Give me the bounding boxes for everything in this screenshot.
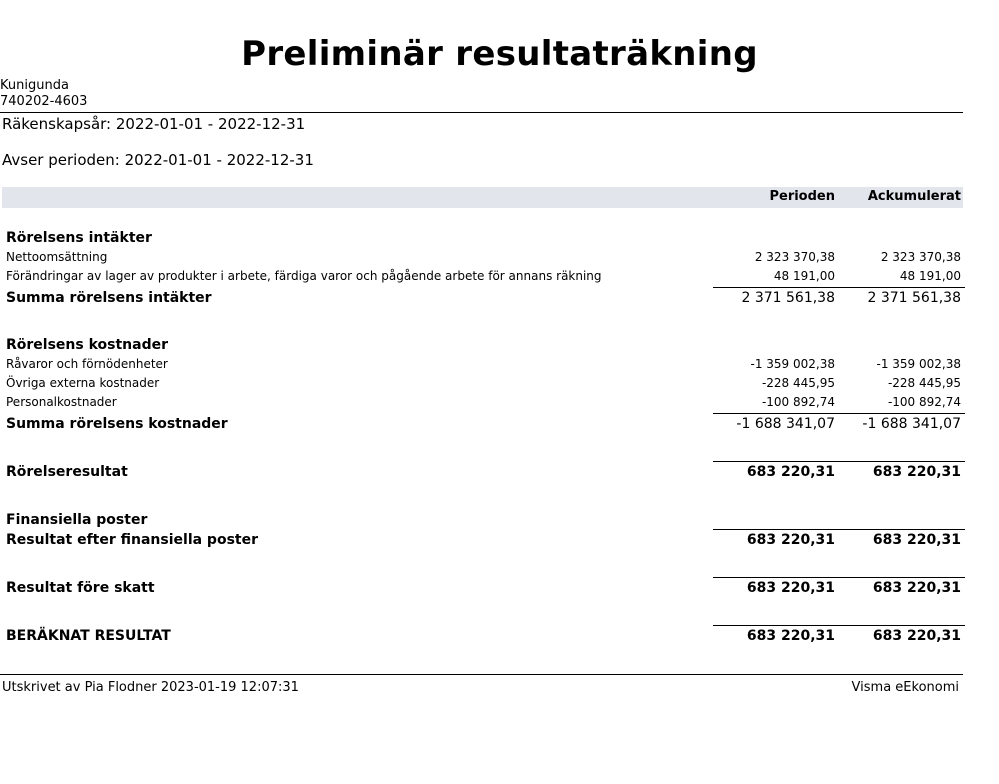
sum-line bbox=[713, 287, 965, 288]
sum-period-value: 683 220,31 bbox=[746, 464, 835, 480]
row-label: Personalkostnader bbox=[6, 395, 117, 409]
row-accumulated-value: -1 359 002,38 bbox=[876, 357, 961, 371]
table-row bbox=[0, 357, 999, 375]
report-period: Avser perioden: 2022-01-01 - 2022-12-31 bbox=[2, 151, 314, 169]
section-heading: Finansiella poster bbox=[6, 512, 148, 528]
column-accumulated: Ackumulerat bbox=[867, 189, 961, 204]
income-sum-row bbox=[0, 290, 999, 308]
sum-label: Summa rörelsens kostnader bbox=[6, 416, 228, 432]
financial-result-row bbox=[0, 532, 999, 550]
sum-accumulated-value: 683 220,31 bbox=[872, 628, 961, 644]
sum-line bbox=[713, 577, 965, 578]
row-accumulated-value: 2 323 370,38 bbox=[880, 250, 961, 264]
operating-result-row bbox=[0, 464, 999, 482]
sum-label: Rörelseresultat bbox=[6, 464, 128, 480]
row-label: Förändringar av lager av produkter i arbete, färdiga varor och pågående arbete för annans räkning bbox=[6, 269, 602, 283]
table-row bbox=[0, 395, 999, 413]
sum-label: Summa rörelsens intäkter bbox=[6, 290, 212, 306]
header-divider bbox=[0, 112, 963, 113]
sum-line bbox=[713, 461, 965, 462]
table-row bbox=[0, 250, 999, 268]
sum-label: Resultat efter finansiella poster bbox=[6, 532, 258, 548]
sum-line bbox=[713, 413, 965, 414]
row-label: Övriga externa kostnader bbox=[6, 376, 160, 390]
sum-period-value: -1 688 341,07 bbox=[736, 416, 835, 432]
row-label: Råvaror och förnödenheter bbox=[6, 357, 168, 371]
company-info bbox=[0, 78, 87, 110]
footer-divider bbox=[0, 674, 963, 675]
section-heading: Rörelsens kostnader bbox=[6, 337, 169, 353]
sum-line bbox=[713, 625, 965, 626]
row-accumulated-value: -100 892,74 bbox=[887, 395, 961, 409]
report-title: Preliminär resultaträkning bbox=[241, 34, 758, 74]
before-tax-row bbox=[0, 580, 999, 598]
row-period-value: 2 323 370,38 bbox=[754, 250, 835, 264]
sum-accumulated-value: 683 220,31 bbox=[872, 580, 961, 596]
row-period-value: -1 359 002,38 bbox=[750, 357, 835, 371]
row-label: Nettoomsättning bbox=[6, 250, 108, 264]
printed-by: Utskrivet av Pia Flodner 2023-01-19 12:07:31 bbox=[2, 680, 299, 695]
sum-label: BERÄKNAT RESULTAT bbox=[6, 628, 171, 644]
column-header bbox=[2, 187, 963, 208]
sum-period-value: 683 220,31 bbox=[746, 628, 835, 644]
org-number: 740202-4603 bbox=[0, 94, 88, 109]
row-period-value: 48 191,00 bbox=[773, 269, 835, 283]
costs-heading bbox=[0, 337, 999, 355]
sum-period-value: 683 220,31 bbox=[746, 532, 835, 548]
income-heading bbox=[0, 230, 999, 248]
row-period-value: -100 892,74 bbox=[761, 395, 835, 409]
software-name: Visma eEkonomi bbox=[851, 680, 959, 695]
computed-result-row bbox=[0, 628, 999, 646]
row-accumulated-value: -228 445,95 bbox=[887, 376, 961, 390]
company-name: Kunigunda bbox=[0, 78, 69, 93]
sum-line bbox=[713, 529, 965, 530]
sum-period-value: 2 371 561,38 bbox=[741, 290, 835, 306]
fiscal-year: Räkenskapsår: 2022-01-01 - 2022-12-31 bbox=[2, 115, 306, 133]
sum-accumulated-value: 683 220,31 bbox=[872, 532, 961, 548]
financial-heading bbox=[0, 512, 999, 530]
sum-accumulated-value: 2 371 561,38 bbox=[867, 290, 961, 306]
sum-label: Resultat före skatt bbox=[6, 580, 155, 596]
sum-accumulated-value: -1 688 341,07 bbox=[862, 416, 961, 432]
costs-sum-row bbox=[0, 416, 999, 434]
row-period-value: -228 445,95 bbox=[761, 376, 835, 390]
row-accumulated-value: 48 191,00 bbox=[899, 269, 961, 283]
sum-period-value: 683 220,31 bbox=[746, 580, 835, 596]
section-heading: Rörelsens intäkter bbox=[6, 230, 152, 246]
sum-accumulated-value: 683 220,31 bbox=[872, 464, 961, 480]
table-row bbox=[0, 376, 999, 394]
table-row bbox=[0, 269, 999, 287]
column-period: Perioden bbox=[769, 189, 835, 204]
